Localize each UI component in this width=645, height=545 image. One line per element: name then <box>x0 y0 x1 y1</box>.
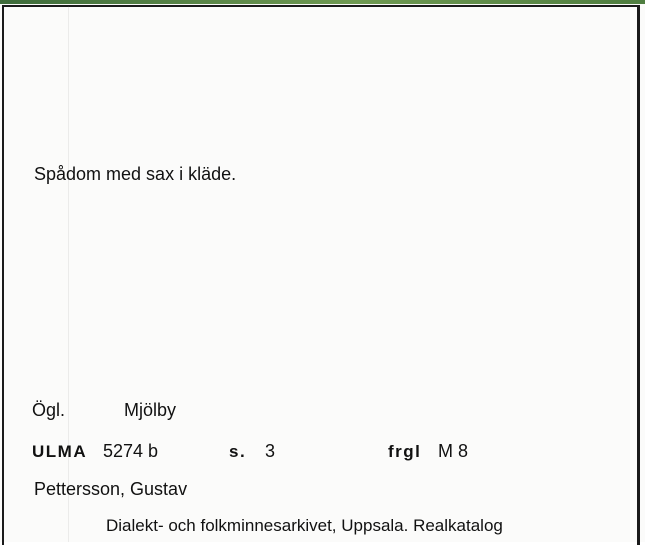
place-name: Mjölby <box>124 400 177 420</box>
page-number: 3 <box>265 441 276 461</box>
top-edge-strip <box>0 0 645 4</box>
form-value: M 8 <box>438 441 469 461</box>
archive-footer: Dialekt- och folkminnesarkivet, Uppsala. Realkatalog <box>106 516 503 535</box>
card-title: Spådom med sax i kläde. <box>34 164 237 184</box>
informant-name: Pettersson, Gustav <box>34 479 188 499</box>
province-label: Ögl. <box>32 400 66 420</box>
page-label: s. <box>229 442 247 461</box>
card-border <box>2 5 640 545</box>
archive-number: 5274 b <box>103 441 159 461</box>
form-label: frgl <box>388 442 422 461</box>
archive-label: ULMA <box>32 442 88 461</box>
